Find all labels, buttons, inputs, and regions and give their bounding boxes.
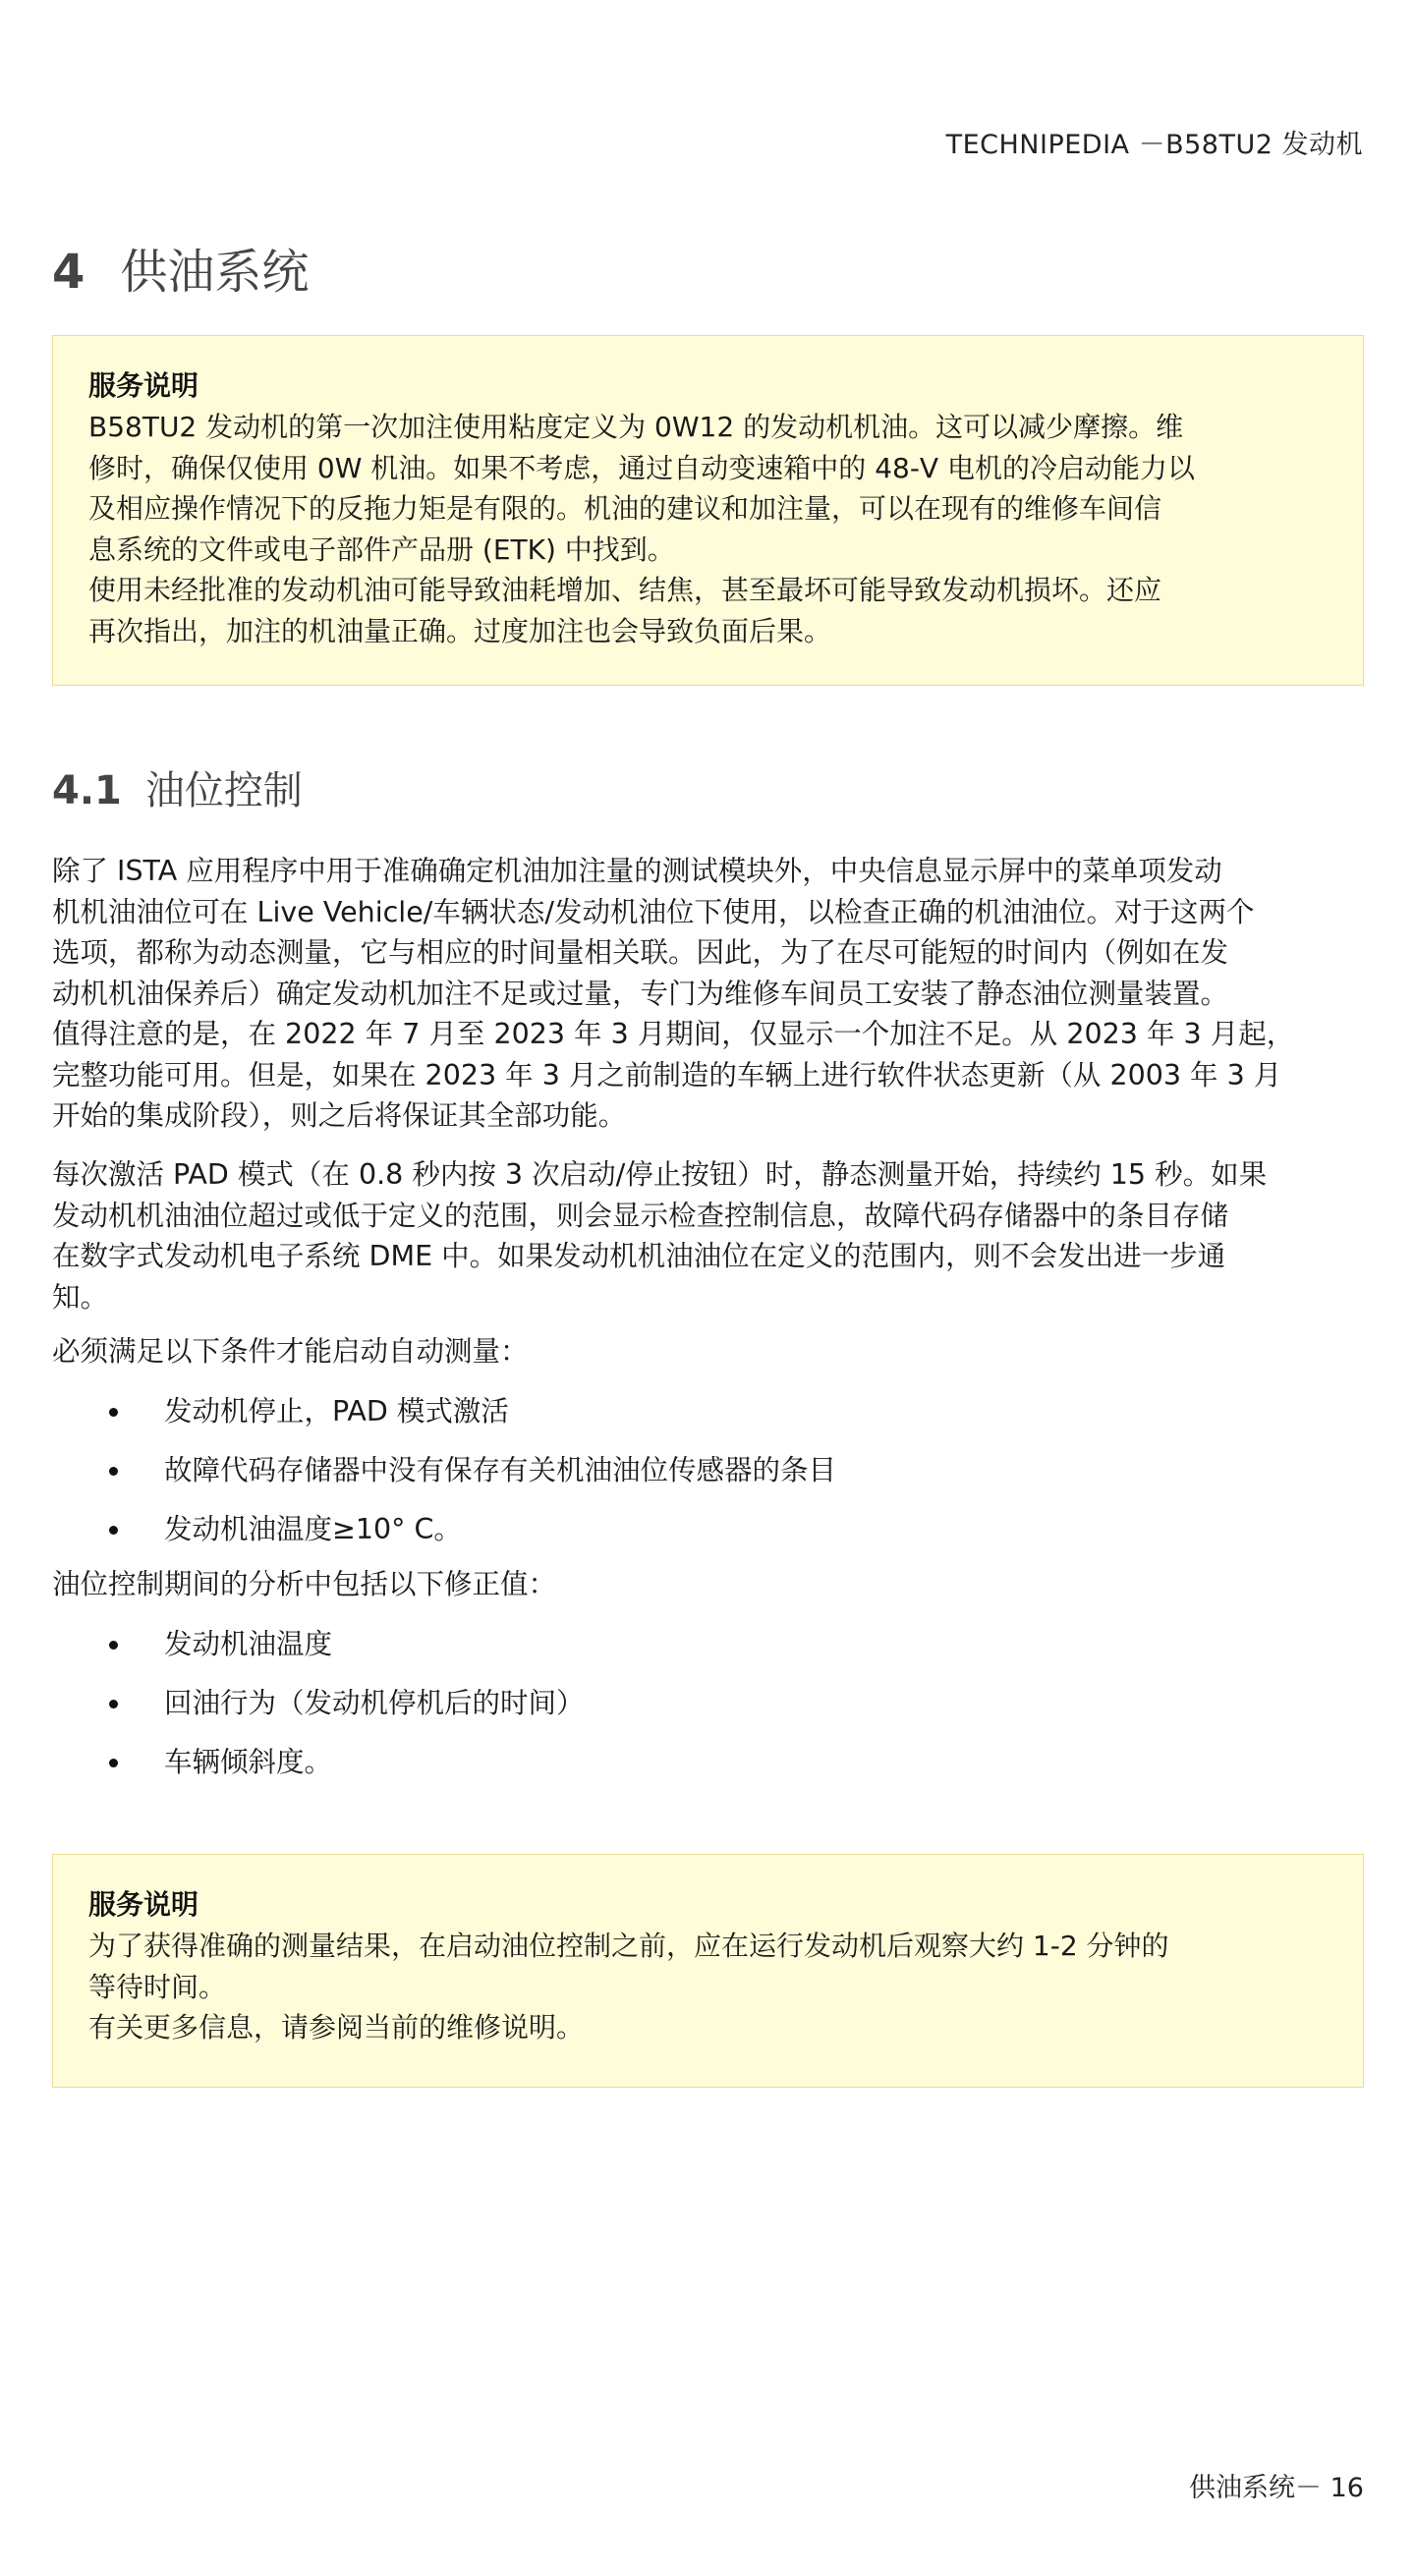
list-item-text: 车辆倾斜度。: [164, 1746, 333, 1778]
note-line: B58TU2 发动机的第一次加注使用粘度定义为 0W12 的发动机机油。这可以减少摩擦。维: [88, 411, 1184, 443]
paragraph-line: 知。: [52, 1280, 109, 1314]
note-line: 等待时间。: [88, 1970, 227, 2003]
bullet-icon: [109, 1700, 118, 1708]
list-item: [52, 1509, 1330, 1568]
list-item-text: 发动机油温度: [164, 1628, 333, 1660]
service-note-2: [52, 1854, 1364, 2088]
paragraph-ista: [52, 851, 1369, 1137]
note-line: 及相应操作情况下的反拖力矩是有限的。机油的建议和加注量，可以在现有的维修车间信: [88, 492, 1162, 525]
paragraph-line: 除了 ISTA 应用程序中用于准确确定机油加注量的测试模块外，中央信息显示屏中的菜单项发动: [52, 855, 1222, 887]
list-item-text: 回油行为（发动机停机后的时间）: [164, 1687, 585, 1719]
corrections-list: [52, 1624, 1330, 1801]
paragraph-line: 机机油油位可在 Live Vehicle/车辆状态/发动机油位下使用，以检查正确的机油油位。对于这两个: [52, 895, 1255, 928]
note-line: 息系统的文件或电子部件产品册 (ETK) 中找到。: [88, 532, 675, 566]
bullet-icon: [109, 1408, 118, 1417]
chapter-title: 供油系统: [120, 245, 310, 300]
chapter-heading: [52, 234, 309, 302]
list-item: [52, 1450, 1330, 1509]
list-item-text: 发动机停止，PAD 模式激活: [164, 1395, 509, 1428]
paragraph-line: 开始的集成阶段），则之后将保证其全部功能。: [52, 1099, 627, 1132]
list-item: [52, 1624, 1330, 1683]
conditions-intro-block: [52, 1331, 1369, 1372]
paragraph-line: 完整功能可用。但是，如果在 2023 年 3 月之前制造的车辆上进行软件状态更新（从 2003 年 3 月: [52, 1058, 1282, 1092]
service-note-1: [52, 335, 1364, 686]
paragraph-line: 值得注意的是，在 2022 年 7 月至 2023 年 3 月期间，仅显示一个加注不足。从 2023 年 3 月起，: [52, 1018, 1295, 1050]
section-heading: [52, 759, 303, 815]
list-item-text: 故障代码存储器中没有保存有关机油油位传感器的条目: [164, 1454, 837, 1486]
service-note-title: 服务说明: [88, 369, 199, 402]
paragraph-pad-mode: [52, 1154, 1369, 1317]
section-number: 4.1: [52, 768, 122, 813]
conditions-intro: 必须满足以下条件才能启动自动测量：: [52, 1335, 529, 1368]
note-line: 修时，确保仅使用 0W 机油。如果不考虑，通过自动变速箱中的 48-V 电机的冷启动能力以: [88, 451, 1195, 484]
list-item: [52, 1391, 1330, 1450]
page-footer: 供油系统－ 16: [1189, 2473, 1364, 2503]
note-line: 再次指出，加注的机油量正确。过度加注也会导致负面后果。: [88, 614, 832, 647]
corrections-intro-block: [52, 1564, 1369, 1605]
service-note-title: 服务说明: [88, 1888, 199, 1921]
paragraph-line: 在数字式发动机电子系统 DME 中。如果发动机机油油位在定义的范围内，则不会发出进一步通: [52, 1240, 1226, 1272]
paragraph-line: 发动机机油油位超过或低于定义的范围，则会显示检查控制信息，故障代码存储器中的条目存储: [52, 1199, 1229, 1232]
section-title: 油位控制: [144, 768, 303, 813]
list-item-text: 发动机油温度≥10° C。: [164, 1513, 462, 1545]
corrections-intro: 油位控制期间的分析中包括以下修正值：: [52, 1568, 557, 1600]
list-item: [52, 1683, 1330, 1742]
conditions-list: [52, 1391, 1330, 1568]
list-item: [52, 1742, 1330, 1801]
bullet-icon: [109, 1641, 118, 1650]
chapter-number: 4: [52, 245, 85, 300]
bullet-icon: [109, 1526, 118, 1535]
paragraph-line: 选项，都称为动态测量，它与相应的时间量相关联。因此，为了在尽可能短的时间内（例如在发: [52, 936, 1229, 969]
bullet-icon: [109, 1759, 118, 1767]
bullet-icon: [109, 1467, 118, 1476]
paragraph-line: 每次激活 PAD 模式（在 0.8 秒内按 3 次启动/停止按钮）时，静态测量开始，持续约 15 秒。如果: [52, 1158, 1268, 1191]
note-line: 有关更多信息，请参阅当前的维修说明。: [88, 2011, 585, 2044]
note-line: 使用未经批准的发动机油可能导致油耗增加、结焦，甚至最坏可能导致发动机损坏。还应: [88, 574, 1162, 606]
note-line: 为了获得准确的测量结果，在启动油位控制之前，应在运行发动机后观察大约 1-2 分钟的: [88, 1930, 1169, 1962]
paragraph-line: 动机机油保养后）确定发动机加注不足或过量，专门为维修车间员工安装了静态油位测量装置。: [52, 977, 1229, 1010]
running-header: TECHNIPEDIA －B58TU2 发动机: [945, 130, 1363, 160]
